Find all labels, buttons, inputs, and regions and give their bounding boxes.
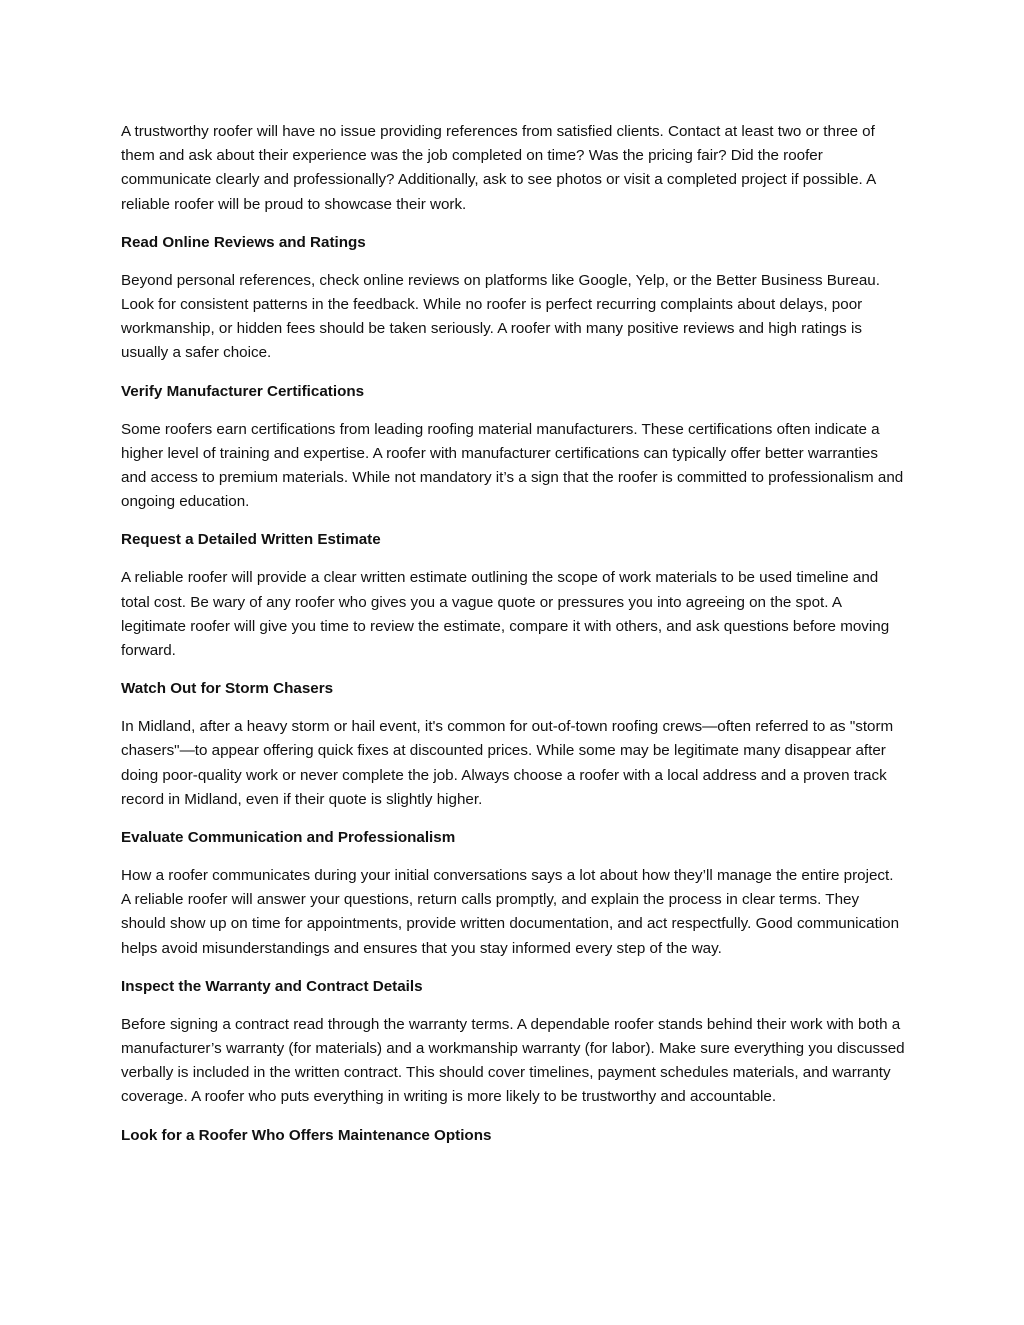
paragraph-manufacturer-certifications: Some roofers earn certifications from leading roofing material manufacturers. These certifications often indicate a higher level of training and expertise. A roofer with manufacturer certifications can typically offer better warranties and access to premium materials. While not mandatory it’s a sign that the roofer is committed to professionalism and ongoing education. [121,420,904,511]
paragraph-storm-chasers: In Midland, after a heavy storm or hail event, it's common for out-of-town roofing crews—often referred to as "storm chasers"—to appear offering quick fixes at discounted prices. While some may be legitimate many disappear after doing poor-quality work or never complete the job. Always choose a roofer with a local address and a proven track record in Midland, even if their quote is slightly higher. [121,718,894,808]
paragraph-written-estimate: A reliable roofer will provide a clear written estimate outlining the scope of work materials to be used timeline and total cost. Be wary of any roofer who gives you a vague quote or pressures you into agreeing on the spot. A legitimate roofer will give you time to review the estimate, compare it with others, and ask questions before moving forward. [121,569,890,660]
paragraph-communication: How a roofer communicates during your initial conversations says a lot about how they’ll manage the entire project. A reliable roofer will answer your questions, return calls promptly, and explain the process in clear terms. They should show up on time for appointments, provide written documentation, and act respectfully. Good communication helps avoid misunderstandings and ensures that you stay informed every step of the way. [121,867,900,957]
heading-written-estimate: Request a Detailed Written Estimate [121,531,381,549]
heading-online-reviews: Read Online Reviews and Ratings [121,233,366,251]
paragraph-online-reviews: Beyond personal references, check online reviews on platforms like Google, Yelp, or the Better Business Bureau. Look for consistent patterns in the feedback. While no roofer is perfect recurring complaints about delays, poor workmanship, or hidden fees should be taken seriously. A roofer with many positive reviews and high ratings is usually a safer choice. [121,271,880,362]
paragraph-warranty-contract: Before signing a contract read through the warranty terms. A dependable roofer stands behind their work with both a manufacturer’s warranty (for materials) and a workmanship warranty (for labor). Make sure everything you discussed verbally is included in the written contract. This should cover timelines, payment schedules materials, and warranty coverage. A roofer who puts everything in writing is more likely to be trustworthy and accountable. [121,1015,905,1106]
paragraph-references: A trustworthy roofer will have no issue providing references from satisfied clients. Contact at least two or three of them and ask about their experience was the job completed on time? Was the pricing fair? Did the roofer communicate clearly and professionally? Additionally, ask to see photos or visit a completed project if possible. A reliable roofer will be proud to showcase their work. [121,123,876,213]
heading-manufacturer-certifications: Verify Manufacturer Certifications [121,382,365,400]
heading-maintenance-options: Look for a Roofer Who Offers Maintenance Options [121,1126,492,1144]
heading-communication: Evaluate Communication and Professionalism [121,829,456,847]
document-page [121,120,906,1162]
heading-warranty-contract: Inspect the Warranty and Contract Details [121,977,423,995]
heading-storm-chasers: Watch Out for Storm Chasers [121,680,334,698]
